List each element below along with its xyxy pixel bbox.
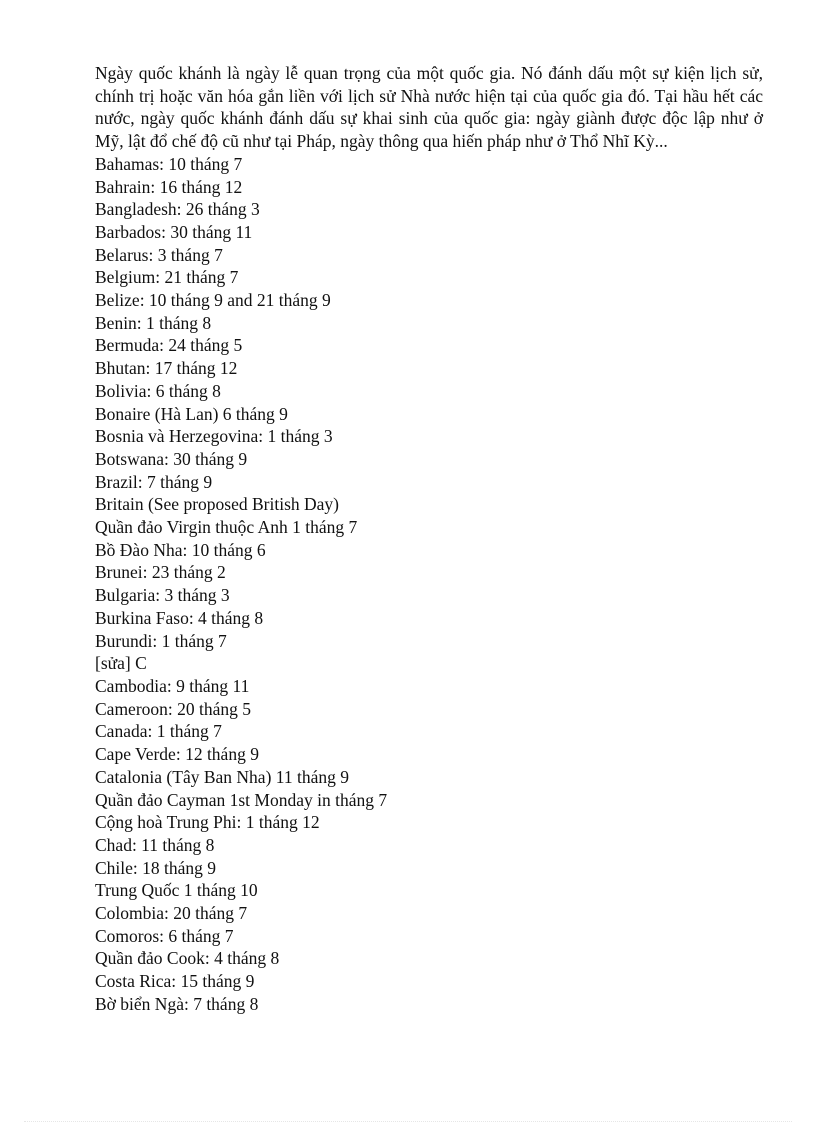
list-item: Quần đảo Cayman 1st Monday in tháng 7 <box>95 789 388 810</box>
list-item: Bolivia: 6 tháng 8 <box>95 380 221 401</box>
list-item: Burkina Faso: 4 tháng 8 <box>95 607 264 628</box>
list-item: Bhutan: 17 tháng 12 <box>95 358 238 379</box>
list-item: Burundi: 1 tháng 7 <box>95 630 227 651</box>
list-item: Barbados: 30 tháng 11 <box>95 221 253 242</box>
list-item: Catalonia (Tây Ban Nha) 11 tháng 9 <box>95 766 349 787</box>
list-item: Cộng hoà Trung Phi: 1 tháng 12 <box>95 812 320 833</box>
page-content <box>95 62 763 1016</box>
list-item: Belarus: 3 tháng 7 <box>95 244 223 265</box>
national-day-list <box>95 153 763 1016</box>
page-bottom-rule <box>24 1121 792 1122</box>
list-item: Cape Verde: 12 tháng 9 <box>95 744 259 765</box>
list-item: Costa Rica: 15 tháng 9 <box>95 971 255 992</box>
list-item: Bosnia và Herzegovina: 1 tháng 3 <box>95 426 333 447</box>
list-item: Belgium: 21 tháng 7 <box>95 267 239 288</box>
list-item: Bờ biển Ngà: 7 tháng 8 <box>95 993 259 1014</box>
list-item: Bermuda: 24 tháng 5 <box>95 335 243 356</box>
list-item: Brunei: 23 tháng 2 <box>95 562 226 583</box>
list-item: Chile: 18 tháng 9 <box>95 857 217 878</box>
list-item: Canada: 1 tháng 7 <box>95 721 222 742</box>
list-item: Botswana: 30 tháng 9 <box>95 448 248 469</box>
list-item: Comoros: 6 tháng 7 <box>95 925 234 946</box>
list-item: Cambodia: 9 tháng 11 <box>95 675 250 696</box>
list-item: Bulgaria: 3 tháng 3 <box>95 585 230 606</box>
list-item: Benin: 1 tháng 8 <box>95 312 212 333</box>
list-item: Bangladesh: 26 tháng 3 <box>95 199 260 220</box>
list-item: Bồ Đào Nha: 10 tháng 6 <box>95 539 266 560</box>
list-item: Quần đảo Virgin thuộc Anh 1 tháng 7 <box>95 517 358 538</box>
intro-paragraph: Ngày quốc khánh là ngày lễ quan trọng của một quốc gia. Nó đánh dấu một sự kiện lịch sử, chính trị hoặc văn hóa gắn liền với lịch sử Nhà nước hiện tại của quốc gia đó. Tại hầu hết các nước, ngày quốc khánh đánh dấu sự khai sinh của quốc gia: ngày giành được độc lập như ở Mỹ, lật đổ chế độ cũ như tại Pháp, ngày thông qua hiến pháp như ở Thổ Nhĩ Kỳ... <box>95 63 763 152</box>
list-item: Bonaire (Hà Lan) 6 tháng 9 <box>95 403 288 424</box>
list-item: Bahrain: 16 tháng 12 <box>95 176 243 197</box>
list-item: Cameroon: 20 tháng 5 <box>95 698 252 719</box>
list-item: Trung Quốc 1 tháng 10 <box>95 880 258 901</box>
list-item: Colombia: 20 tháng 7 <box>95 903 248 924</box>
list-item: Chad: 11 tháng 8 <box>95 834 215 855</box>
list-item: Britain (See proposed British Day) <box>95 494 339 515</box>
list-item: Brazil: 7 tháng 9 <box>95 471 213 492</box>
list-item: Quần đảo Cook: 4 tháng 8 <box>95 948 280 969</box>
list-item: Belize: 10 tháng 9 and 21 tháng 9 <box>95 290 331 311</box>
list-item: [sửa] C <box>95 653 147 674</box>
list-item: Bahamas: 10 tháng 7 <box>95 153 243 174</box>
